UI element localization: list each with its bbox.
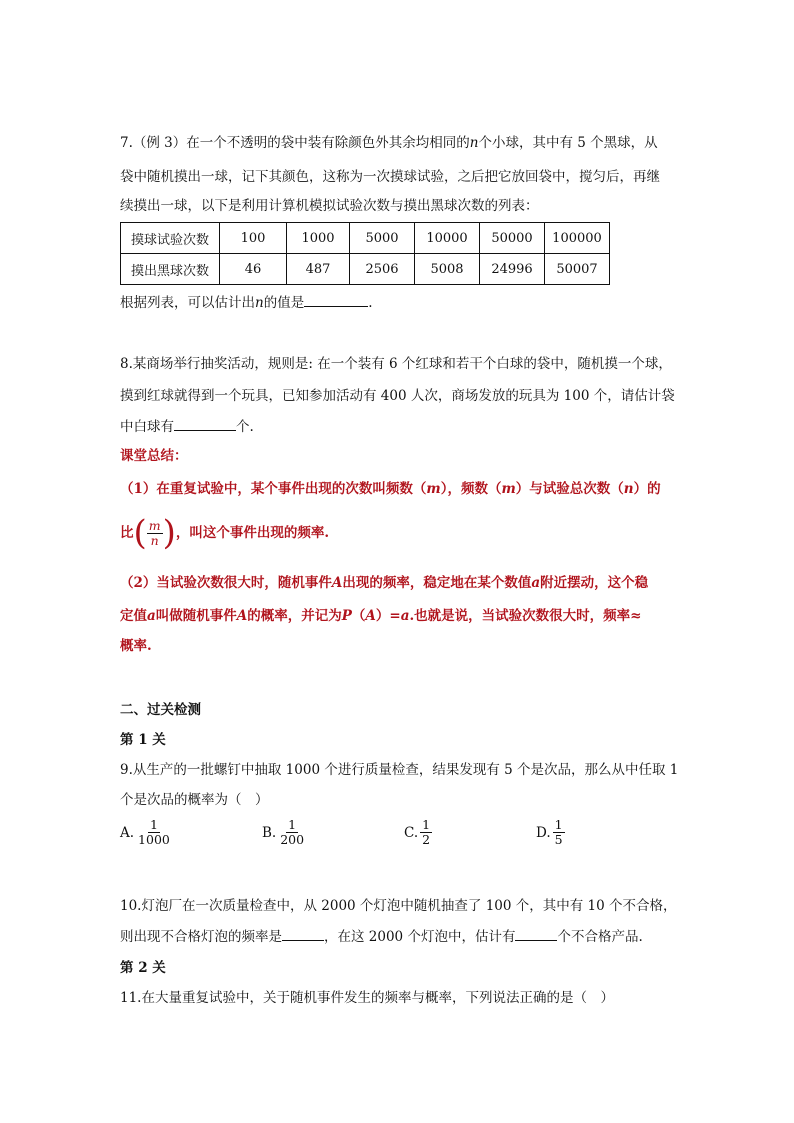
table-cell: 5000 xyxy=(350,223,415,254)
table-cell: 50007 xyxy=(545,254,610,285)
summary-text: （ xyxy=(351,608,366,624)
q7-line-1 xyxy=(120,133,658,153)
table-cell: 50000 xyxy=(480,223,545,254)
table-cell: 摸球试验次数 xyxy=(121,223,220,254)
table-cell: 24996 xyxy=(480,254,545,285)
denominator: 200 xyxy=(280,832,305,847)
table-cell: 2506 xyxy=(350,254,415,285)
table-cell: 1000 xyxy=(287,223,350,254)
q9-option-c[interactable] xyxy=(404,818,432,847)
summary-text: 的概率，并记为 xyxy=(247,608,342,624)
table-cell: 487 xyxy=(287,254,350,285)
summary-text: ）与试验总次数（ xyxy=(515,481,624,497)
q8-line-1: 8.某商场举行抽奖活动，规则是: 在一个装有 6 个红球和若干个白球的袋中，随机摸一个球， xyxy=(120,356,672,372)
var-A: A xyxy=(365,608,376,624)
var-m: m xyxy=(501,481,516,497)
q9-option-a[interactable] xyxy=(120,818,172,847)
var-A: A xyxy=(236,608,248,624)
option-label: A. xyxy=(120,824,135,841)
var-m: m xyxy=(426,481,441,497)
q9-option-b[interactable] xyxy=(262,818,306,847)
numerator: 1 xyxy=(288,817,297,832)
fraction xyxy=(420,818,432,847)
q7-answer-line xyxy=(120,292,373,313)
option-label: C. xyxy=(404,824,419,841)
summary-text: （2）当试验次数很大时，随机事件 xyxy=(120,575,332,591)
table-cell: 5008 xyxy=(415,254,480,285)
q7-table xyxy=(120,222,610,285)
summary-text: 比 xyxy=(120,525,134,541)
summary-title: 课堂总结： xyxy=(120,448,188,464)
summary-text: 附近摆动，这个稳 xyxy=(540,575,649,591)
denominator: n xyxy=(150,532,159,548)
answer-blank[interactable] xyxy=(304,292,368,307)
var-a: a xyxy=(531,575,541,591)
var-a: a xyxy=(400,608,410,624)
numerator: 1 xyxy=(149,817,158,832)
numerator: 1 xyxy=(554,817,563,832)
fraction xyxy=(553,818,565,847)
summary-text: ），频数（ xyxy=(440,481,502,497)
summary-p2-line-2 xyxy=(120,606,641,626)
q7-text: . xyxy=(368,295,373,311)
var-P: P xyxy=(341,608,352,624)
q11-line-1: 11.在大量重复试验中，关于随机事件发生的频率与概率，下列说法正确的是（ ） xyxy=(120,990,614,1006)
denominator: 1000 xyxy=(138,832,170,847)
q8-line-3 xyxy=(120,416,254,437)
option-label: B. xyxy=(262,824,277,841)
q8-text: 个. xyxy=(236,419,254,435)
summary-p1-line-2 xyxy=(120,515,329,551)
fraction xyxy=(147,519,163,548)
level-1-heading: 第 1 关 xyxy=(120,732,166,748)
q7-text: 7.（例 3）在一个不透明的袋中装有除颜色外其余均相同的 xyxy=(120,135,470,151)
table-cell: 46 xyxy=(220,254,287,285)
table-row xyxy=(121,254,610,285)
q7-text: 根据列表，可以估计出 xyxy=(120,295,255,311)
summary-text: ）的 xyxy=(633,481,661,497)
answer-blank[interactable] xyxy=(282,926,324,941)
table-row xyxy=(121,223,610,254)
summary-text: ，叫这个事件出现的频率. xyxy=(175,525,330,541)
q8-line-2: 摸到红球就得到一个玩具，已知参加活动有 400 人次，商场发放的玩具为 100 个，请估计袋 xyxy=(120,388,675,404)
table-cell: 100000 xyxy=(545,223,610,254)
answer-blank[interactable] xyxy=(174,416,236,431)
q9-option-d[interactable] xyxy=(536,818,565,847)
summary-p2-line-3: 概率. xyxy=(120,638,152,654)
numerator: m xyxy=(148,517,161,533)
q7-line-2: 袋中随机摸出一球，记下其颜色，这称为一次摸球试验，之后把它放回袋中，搅匀后，再继 xyxy=(120,169,660,185)
fraction xyxy=(136,818,172,847)
var-a: a xyxy=(147,608,156,624)
table-cell: 摸出黑球次数 xyxy=(121,254,220,285)
left-paren: ( xyxy=(133,513,147,553)
var-n: n xyxy=(623,481,634,497)
table-cell: 10000 xyxy=(415,223,480,254)
q8-text: 中白球有 xyxy=(120,419,174,435)
q7-text: 的值是 xyxy=(263,295,305,311)
option-label: D. xyxy=(536,824,551,841)
summary-text: ）= xyxy=(375,608,401,624)
q9-line-2: 个是次品的概率为（ ） xyxy=(120,792,269,808)
q7-text: 个小球，其中有 5 个黑球，从 xyxy=(478,135,658,151)
right-paren: ) xyxy=(162,513,176,553)
q10-line-2 xyxy=(120,926,643,947)
q10-text: 个不合格产品. xyxy=(557,929,643,945)
fraction-m-over-n xyxy=(133,513,176,553)
var-n: n xyxy=(469,135,479,151)
summary-text: 定值 xyxy=(120,608,147,624)
summary-text: （1）在重复试验中，某个事件出现的次数叫频数（ xyxy=(120,481,427,497)
summary-text: 叫做随机事件 xyxy=(155,608,237,624)
summary-p2-line-1 xyxy=(120,573,648,593)
answer-blank[interactable] xyxy=(515,926,557,941)
table-cell: 100 xyxy=(220,223,287,254)
var-A: A xyxy=(331,575,343,591)
summary-text: .也就是说，当试验次数很大时，频率≈ xyxy=(409,608,642,624)
q9-line-1: 9.从生产的一批螺钉中抽取 1000 个进行质量检查，结果发现有 5 个是次品，那么从中任取 1 xyxy=(120,762,679,778)
q10-line-1: 10.灯泡厂在一次质量检查中，从 2000 个灯泡中随机抽查了 100 个，其中有 10 个不合格， xyxy=(120,898,677,914)
fraction xyxy=(278,818,306,847)
q10-text: ，在这 2000 个灯泡中，估计有 xyxy=(324,929,516,945)
denominator: 5 xyxy=(554,832,563,847)
numerator: 1 xyxy=(422,817,431,832)
summary-text: 出现的频率，稳定地在某个数值 xyxy=(342,575,532,591)
var-n: n xyxy=(255,295,264,311)
q10-text: 则出现不合格灯泡的频率是 xyxy=(120,929,282,945)
summary-p1-line-1 xyxy=(120,479,661,499)
q7-line-3: 续摸出一球，以下是利用计算机模拟试验次数与摸出黑球次数的列表： xyxy=(120,198,539,214)
section-title: 二、过关检测 xyxy=(120,702,201,718)
denominator: 2 xyxy=(422,832,431,847)
level-2-heading: 第 2 关 xyxy=(120,960,166,976)
